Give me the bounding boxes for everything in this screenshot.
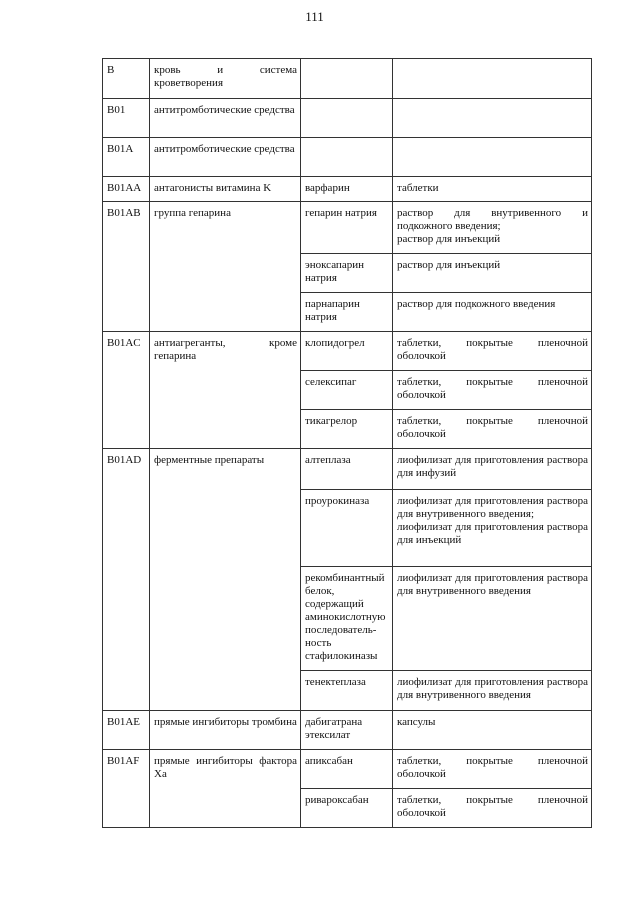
dosage-form-text: раствор для подкожного введения [397,298,556,310]
group-name-cell: антитромботические средства [150,138,301,177]
dosage-form-cell [393,202,592,254]
atc-code-cell: B01A [103,138,150,177]
group-name-cell: антиагреганты, кроме гепарина [150,332,301,449]
group-name-cell: прямые ингибиторы фактора Xa [150,750,301,828]
dosage-form-text: капсулы [397,716,436,728]
dosage-form-cell [393,59,592,99]
drug-name-cell: апиксабан [301,750,393,789]
drug-name-cell [301,99,393,138]
atc-code-cell: B01AB [103,202,150,332]
atc-code-cell: B01 [103,99,150,138]
table-row [103,449,592,490]
dosage-form-text: лиофилизат для приготовления раствора для внутривенного введения; [397,495,588,520]
drug-name-cell: клопидогрел [301,332,393,371]
dosage-form-text: таблетки, покрытые пленочной оболочкой [397,415,588,440]
dosage-form-text: таблетки, покрытые пленочной оболочкой [397,755,588,780]
drug-name-cell: гепарин натрия [301,202,393,254]
dosage-form-text: раствор для инъекций [397,259,501,271]
group-name-cell: ферментные препараты [150,449,301,711]
atc-code-cell: B [103,59,150,99]
dosage-form-cell [393,254,592,293]
atc-code-cell: B01AF [103,750,150,828]
dosage-form-text: раствор для внутривенного и подкожного введения; [397,207,588,232]
table-row [103,711,592,750]
dosage-form-cell [393,138,592,177]
drug-name-cell [301,138,393,177]
drug-name-cell: ривароксабан [301,789,393,828]
dosage-form-cell [393,99,592,138]
dosage-form-cell [393,711,592,750]
table-row [103,177,592,202]
dosage-form-text: лиофилизат для приготовления раствора для инъекций [397,521,588,546]
dosage-form-text: лиофилизат для приготовления раствора для внутривенного введения [397,676,588,701]
dosage-form-text: таблетки, покрытые пленочной оболочкой [397,794,588,819]
atc-code-cell: B01AE [103,711,150,750]
dosage-form-cell [393,410,592,449]
group-name-cell: группа гепарина [150,202,301,332]
group-name-cell: кровь и система кроветворения [150,59,301,99]
drug-name-cell: алтеплаза [301,449,393,490]
drug-name-cell [301,59,393,99]
dosage-form-cell [393,789,592,828]
drug-name-cell: варфарин [301,177,393,202]
table-row [103,99,592,138]
table-row [103,332,592,371]
dosage-form-cell [393,449,592,490]
group-name-cell: прямые ингибиторы тромбина [150,711,301,750]
atc-code-cell: B01AD [103,449,150,711]
dosage-form-cell [393,371,592,410]
atc-code-cell: B01AA [103,177,150,202]
drug-name-cell: парнапарин натрия [301,293,393,332]
dosage-form-cell [393,177,592,202]
drug-name-cell: тенектеплаза [301,671,393,711]
dosage-form-text: таблетки, покрытые пленочной оболочкой [397,376,588,401]
table-row [103,750,592,789]
group-name-cell: антитромботические средства [150,99,301,138]
group-name-cell: антагонисты витамина K [150,177,301,202]
dosage-form-text: таблетки [397,182,439,194]
atc-code-cell: B01AC [103,332,150,449]
dosage-form-cell [393,332,592,371]
drug-name-cell: селексипаг [301,371,393,410]
dosage-form-cell [393,750,592,789]
table-row [103,138,592,177]
drug-name-cell: дабигатрана этексилат [301,711,393,750]
dosage-form-text: раствор для инъекций [397,233,501,245]
dosage-form-cell [393,671,592,711]
drug-name-cell: проурокиназа [301,490,393,567]
drug-table [102,58,592,828]
table-row [103,202,592,254]
dosage-form-text: лиофилизат для приготовления раствора для внутривенного введения [397,572,588,597]
dosage-form-text: лиофилизат для приготовления раствора для инфузий [397,454,588,479]
drug-name-cell: тикагрелор [301,410,393,449]
drug-name-cell: рекомбинантный белок, содержащий аминокислотную последователь-ность стафилокиназы [301,567,393,671]
dosage-form-cell [393,293,592,332]
dosage-form-text: таблетки, покрытые пленочной оболочкой [397,337,588,362]
table-row [103,59,592,99]
dosage-form-cell [393,490,592,567]
drug-name-cell: эноксапарин натрия [301,254,393,293]
dosage-form-cell [393,567,592,671]
page-number: 111 [305,9,324,24]
